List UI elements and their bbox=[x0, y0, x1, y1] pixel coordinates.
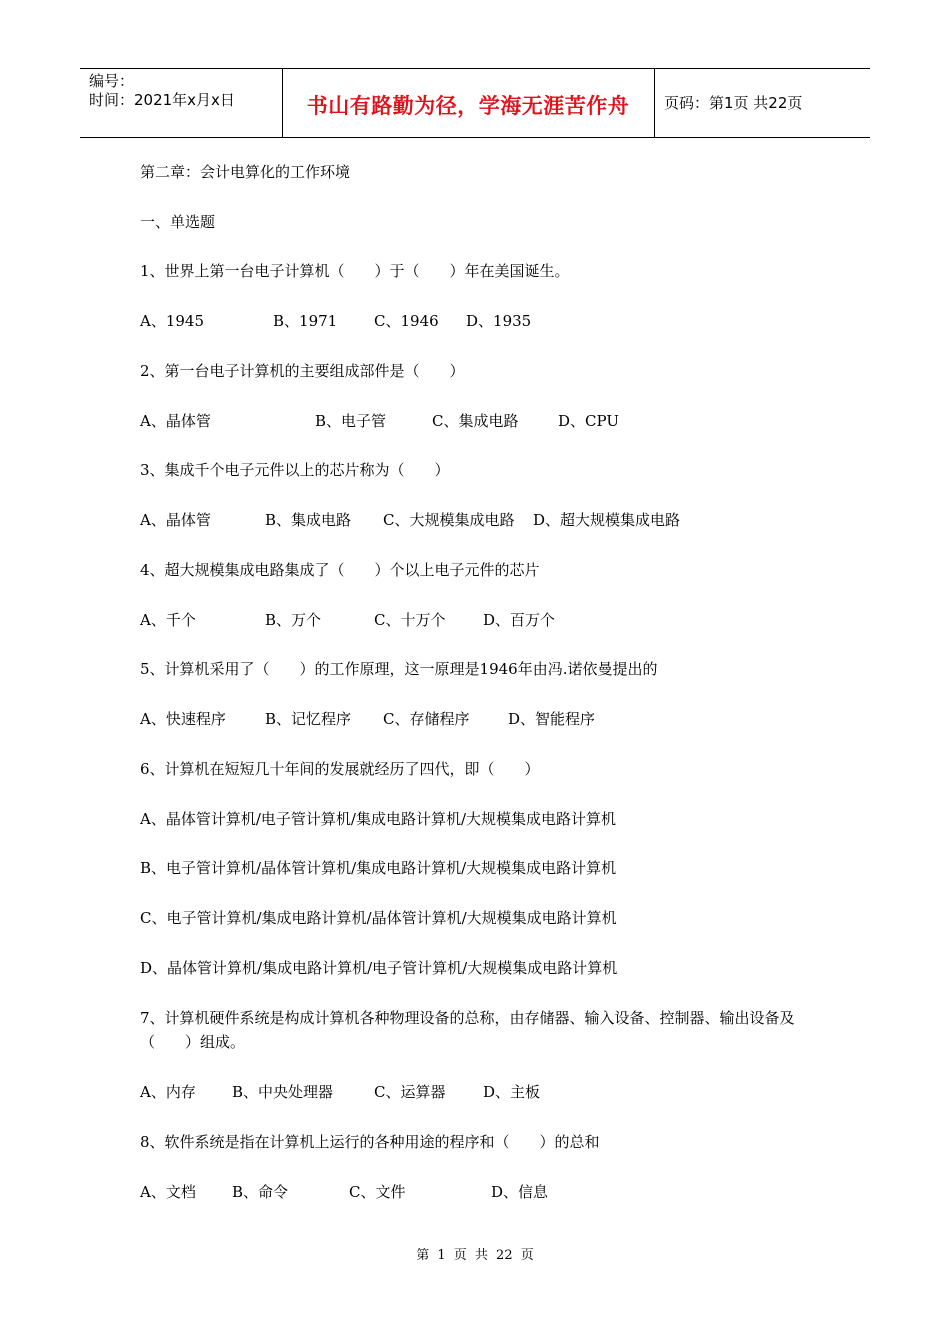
option-d: D、百万个 bbox=[483, 611, 556, 629]
option-c: C、大规模集成电路 bbox=[383, 511, 515, 529]
option-d: D、信息 bbox=[491, 1183, 549, 1201]
question-4: 4、超大规模集成电路集成了（ ）个以上电子元件的芯片 bbox=[140, 561, 540, 579]
page-footer: 第 1 页 共 22 页 bbox=[416, 1248, 534, 1263]
question-7: 7、计算机硬件系统是构成计算机各种物理设备的总称，由存储器、输入设备、控制器、输出设备及（ ）组成。 bbox=[140, 1009, 795, 1051]
option-b: B、集成电路 bbox=[265, 511, 352, 529]
option-c: C、存储程序 bbox=[383, 710, 470, 728]
option-a: A、千个 bbox=[140, 611, 196, 629]
option-b: B、1971 bbox=[273, 312, 338, 330]
question-3: 3、集成千个电子元件以上的芯片称为（ ） bbox=[140, 461, 450, 479]
question-7-options bbox=[140, 1080, 840, 1104]
option-d: D、CPU bbox=[558, 412, 619, 430]
question-8: 8、软件系统是指在计算机上运行的各种用途的程序和（ ）的总和 bbox=[140, 1133, 600, 1151]
option-b: B、电子管 bbox=[315, 412, 387, 430]
option-d: D、智能程序 bbox=[508, 710, 596, 728]
option-d: D、1935 bbox=[466, 312, 532, 330]
question-3-options bbox=[140, 508, 840, 532]
question-5: 5、计算机采用了（ ）的工作原理，这一原理是1946年由冯.诺依曼提出的 bbox=[140, 660, 658, 678]
option-c: C、文件 bbox=[349, 1183, 406, 1201]
question-1: 1、世界上第一台电子计算机（ ）于（ ）年在美国诞生。 bbox=[140, 262, 570, 280]
question-5-options bbox=[140, 707, 840, 731]
question-2-options bbox=[140, 409, 840, 433]
motto: 书山有路勤为径，学海无涯苦作舟 bbox=[306, 94, 630, 118]
option-a: A、晶体管 bbox=[140, 511, 211, 529]
option-a: A、快速程序 bbox=[140, 710, 226, 728]
header-page-cell bbox=[654, 69, 870, 137]
option-d: D、主板 bbox=[483, 1083, 541, 1101]
page-info: 页码：第1页 共22页 bbox=[664, 94, 803, 112]
option-d: D、超大规模集成电路 bbox=[533, 511, 681, 529]
option-a: A、晶体管计算机/电子管计算机/集成电路计算机/大规模集成电路计算机 bbox=[140, 810, 616, 828]
option-b: B、电子管计算机/晶体管计算机/集成电路计算机/大规模集成电路计算机 bbox=[140, 859, 617, 877]
option-d: D、晶体管计算机/集成电路计算机/电子管计算机/大规模集成电路计算机 bbox=[140, 959, 618, 977]
option-b: B、中央处理器 bbox=[232, 1083, 334, 1101]
question-8-options bbox=[140, 1180, 840, 1204]
question-4-options bbox=[140, 608, 840, 632]
page-header bbox=[80, 68, 870, 138]
header-info-cell bbox=[80, 69, 283, 137]
option-a: A、1945 bbox=[140, 312, 205, 330]
option-a: A、文档 bbox=[140, 1183, 196, 1201]
question-1-options bbox=[140, 309, 840, 333]
option-c: C、运算器 bbox=[374, 1083, 446, 1101]
option-a: A、晶体管 bbox=[140, 412, 211, 430]
time-label: 时间：2021年x月x日 bbox=[89, 91, 235, 109]
option-b: B、万个 bbox=[265, 611, 322, 629]
option-c: C、十万个 bbox=[374, 611, 446, 629]
question-2: 2、第一台电子计算机的主要组成部件是（ ） bbox=[140, 362, 465, 380]
section-title: 一、单选题 bbox=[140, 213, 216, 231]
option-c: C、集成电路 bbox=[432, 412, 519, 430]
doc-number-label: 编号： bbox=[89, 72, 135, 90]
header-motto-cell bbox=[282, 69, 655, 137]
option-b: B、记忆程序 bbox=[265, 710, 352, 728]
option-c: C、电子管计算机/集成电路计算机/晶体管计算机/大规模集成电路计算机 bbox=[140, 909, 617, 927]
option-a: A、内存 bbox=[140, 1083, 196, 1101]
option-b: B、命令 bbox=[232, 1183, 289, 1201]
option-c: C、1946 bbox=[374, 312, 439, 330]
question-6: 6、计算机在短短几十年间的发展就经历了四代，即（ ） bbox=[140, 760, 540, 778]
chapter-title: 第二章：会计电算化的工作环境 bbox=[140, 163, 351, 181]
